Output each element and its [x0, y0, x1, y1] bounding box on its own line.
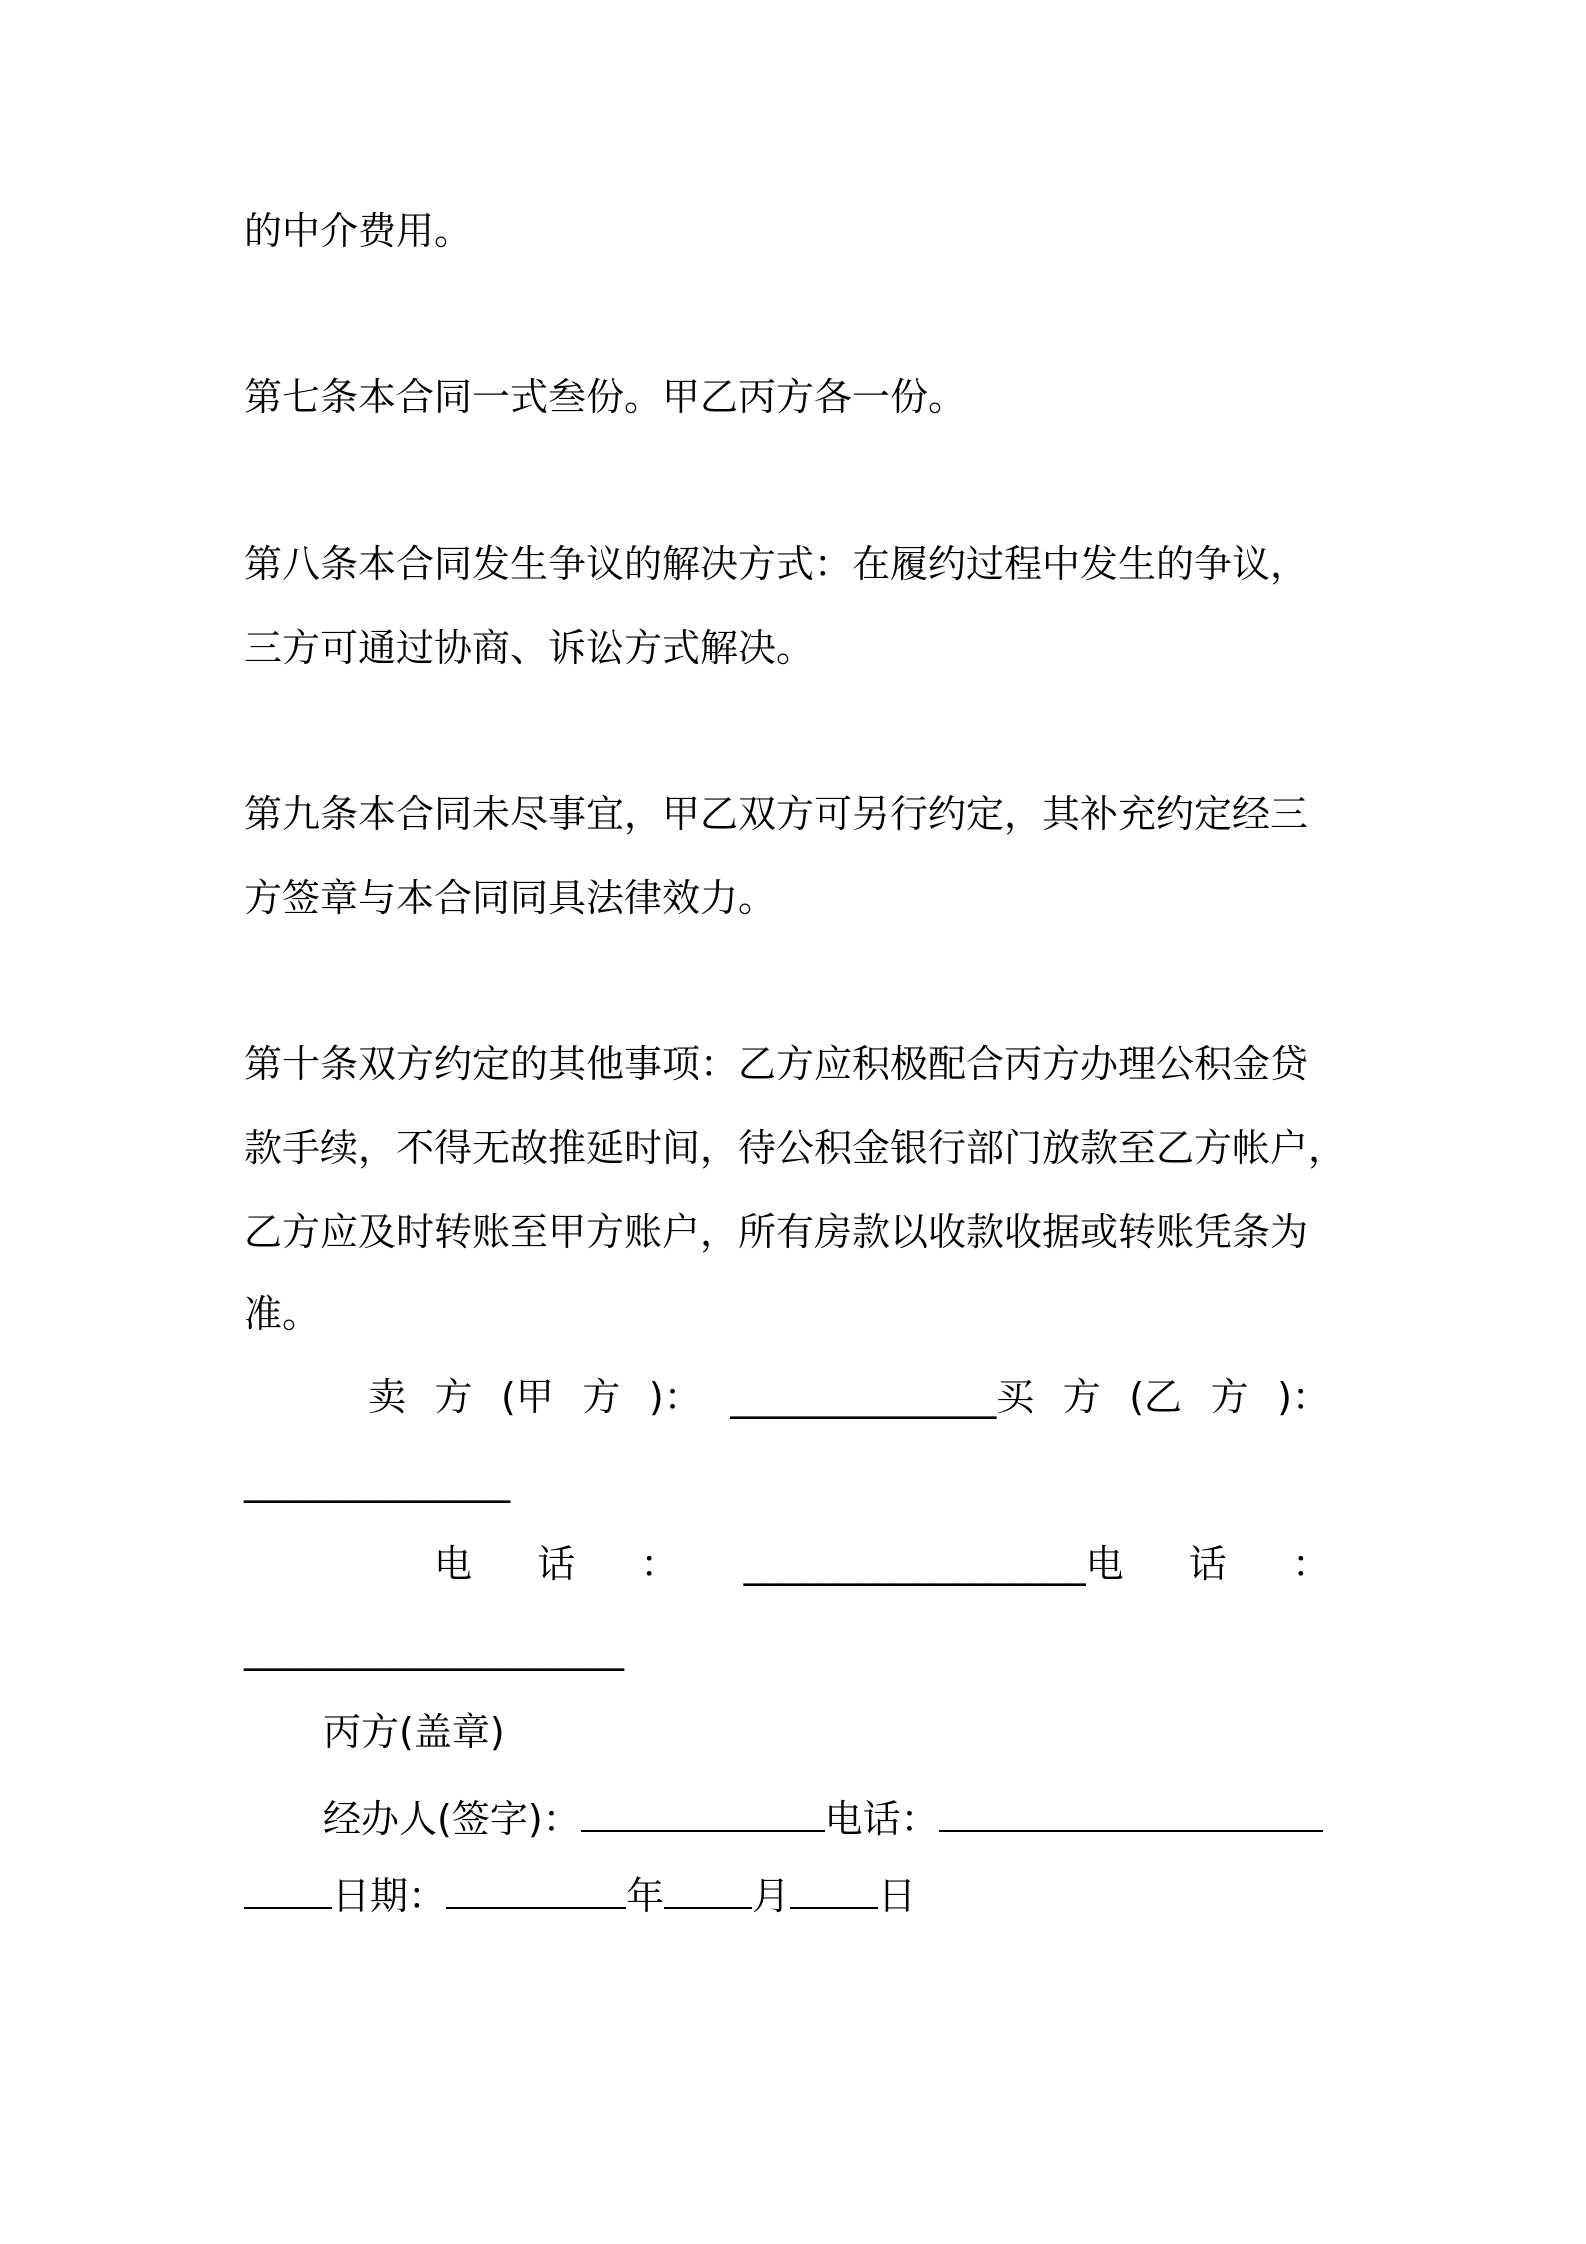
phone2-char-3: ：: [1291, 1542, 1330, 1586]
phone2-char-2: 话: [1188, 1542, 1227, 1586]
buyer-char-5: )：: [1277, 1375, 1330, 1419]
seller-char-2: 方: [434, 1375, 473, 1419]
year-blank: [446, 1907, 626, 1909]
buyer-char-3: (乙: [1129, 1375, 1183, 1419]
seller-blank-buyer: ______________买: [730, 1375, 1035, 1419]
phone-blank: ____________________: [244, 1627, 624, 1671]
seller-char-4: 方: [582, 1375, 621, 1419]
agent-blank: [581, 1830, 825, 1832]
phone-char-1: 电: [434, 1542, 473, 1586]
seller-char-5: )：: [648, 1375, 702, 1419]
phone-char-2: 话: [537, 1542, 576, 1586]
phone-blank-char: __________________电: [743, 1542, 1124, 1586]
clause-7: 第七条本合同一式叁份。甲乙丙方各一份。: [244, 375, 967, 419]
clause-8-line-2: 三方可通过协商、诉讼方式解决。: [244, 626, 815, 670]
seller-buyer-line: [368, 1375, 1330, 1419]
party-c-seal: 丙方(盖章): [323, 1710, 505, 1754]
clause-9-line-1: 第九条本合同未尽事宜，甲乙双方可另行约定，其补充约定经三: [244, 792, 1309, 836]
date-lead-blank: [244, 1907, 332, 1909]
month-blank: [664, 1907, 752, 1909]
year-label: 年: [626, 1874, 665, 1918]
day-blank: [790, 1907, 878, 1909]
date-label: 日期：: [332, 1874, 447, 1918]
clause-10-line-3: 乙方应及时转账至甲方账户，所有房款以收款收据或转账凭条为: [244, 1210, 1309, 1254]
agent-label: 经办人(签字)：: [323, 1797, 581, 1841]
paragraph-line: 的中介费用。: [244, 209, 473, 253]
phone-line: [434, 1542, 1330, 1586]
seller-char-3: (甲: [501, 1375, 554, 1419]
date-line: [244, 1874, 917, 1918]
day-label: 日: [878, 1874, 917, 1918]
buyer-char-4: 方: [1210, 1375, 1249, 1419]
clause-10-line-1: 第十条双方约定的其他事项：乙方应积极配合丙方办理公积金贷: [244, 1042, 1309, 1086]
phone-char-3: ：: [640, 1542, 679, 1586]
buyer-blank: ______________: [244, 1459, 510, 1503]
month-label: 月: [752, 1874, 791, 1918]
clause-8-line-1: 第八条本合同发生争议的解决方式：在履约过程中发生的争议，: [244, 542, 1309, 586]
buyer-char-2: 方: [1062, 1375, 1101, 1419]
agent-phone-blank: [939, 1830, 1323, 1832]
clause-10-line-2: 款手续，不得无故推延时间，待公积金银行部门放款至乙方帐户，: [244, 1126, 1347, 1170]
agent-line: [323, 1797, 1323, 1841]
seller-char-1: 卖: [368, 1375, 407, 1419]
agent-phone-label: 电话：: [824, 1797, 939, 1841]
clause-9-line-2: 方签章与本合同同具法律效力。: [244, 876, 777, 920]
clause-10-line-4: 准。: [244, 1292, 321, 1336]
